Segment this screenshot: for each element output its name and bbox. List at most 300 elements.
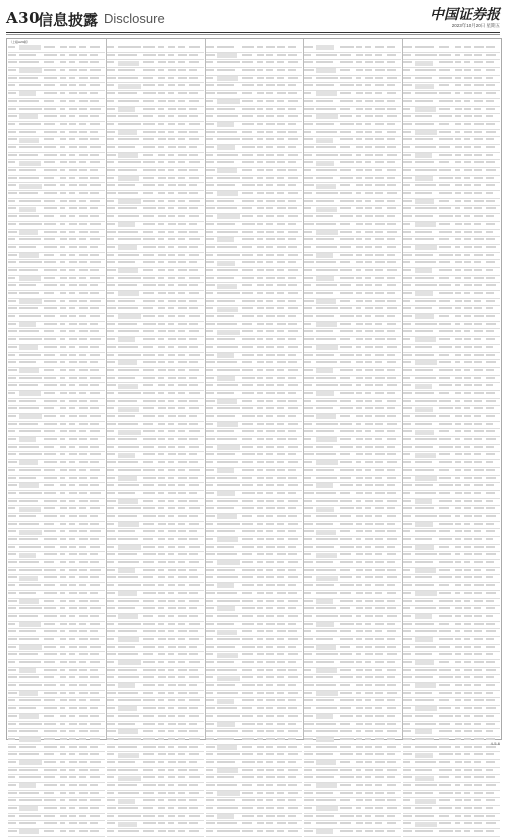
table-cell (189, 469, 199, 471)
table-cell (90, 284, 98, 286)
table-cell (375, 100, 383, 102)
table-cell (474, 254, 483, 256)
table-cell (266, 646, 272, 648)
table-row (206, 199, 303, 207)
table-cell (340, 215, 353, 217)
table-cell (365, 77, 373, 79)
table-cell (242, 346, 253, 348)
table-cell (206, 546, 214, 548)
table-cell (217, 791, 240, 796)
table-cell (118, 637, 139, 642)
table-cell (316, 68, 336, 73)
table-cell (464, 746, 472, 748)
table-row (107, 429, 204, 437)
table-cell (44, 138, 54, 140)
table-cell (60, 415, 65, 417)
table-cell (340, 546, 353, 548)
table-row (403, 752, 500, 760)
table-cell (79, 477, 87, 479)
table-cell (486, 753, 494, 755)
table-row (107, 360, 204, 368)
table-cell (217, 200, 234, 202)
table-cell (79, 623, 86, 625)
table-cell (340, 254, 353, 256)
table-cell (206, 277, 214, 279)
table-cell (439, 269, 452, 271)
table-row (206, 83, 303, 91)
table-cell (79, 830, 88, 832)
table-cell (356, 822, 363, 824)
table-cell (178, 354, 186, 356)
table-cell (206, 569, 215, 571)
table-cell (387, 738, 395, 740)
table-cell (486, 192, 494, 194)
table-cell (375, 161, 384, 163)
table-cell (217, 353, 234, 358)
table-cell (90, 361, 98, 363)
table-cell (19, 391, 40, 396)
table-cell (474, 776, 483, 778)
table-cell (60, 461, 66, 463)
table-cell (206, 100, 214, 102)
table-cell (486, 61, 494, 63)
table-row (403, 552, 500, 560)
table-row (304, 76, 401, 84)
table-cell (217, 346, 238, 348)
table-cell (79, 630, 87, 632)
table-row (304, 668, 401, 676)
table-cell (439, 54, 451, 56)
table-cell (266, 92, 273, 94)
table-cell (486, 576, 494, 578)
table-cell (277, 507, 285, 509)
table-cell (257, 338, 263, 340)
table-row (107, 599, 204, 607)
table-cell (217, 699, 234, 704)
table-cell (158, 361, 164, 363)
table-cell (19, 546, 40, 548)
table-cell (60, 69, 65, 71)
table-cell (387, 100, 395, 102)
table-cell (90, 446, 99, 448)
table-cell (242, 653, 253, 655)
table-cell (375, 684, 384, 686)
table-cell (143, 223, 156, 225)
table-cell (257, 261, 263, 263)
table-cell (69, 423, 75, 425)
table-cell (486, 446, 494, 448)
table-row (403, 268, 500, 276)
table-cell (19, 676, 39, 678)
table-cell (356, 792, 362, 794)
table-cell (44, 300, 56, 302)
table-cell (143, 446, 154, 448)
table-cell (266, 446, 274, 448)
table-cell (79, 315, 86, 317)
table-cell (340, 507, 353, 509)
table-cell (439, 769, 452, 771)
table-cell (474, 169, 482, 171)
table-cell (439, 154, 452, 156)
table-cell (439, 315, 449, 317)
table-cell (69, 430, 76, 432)
table-cell (474, 207, 482, 209)
table-cell (288, 330, 298, 332)
table-cell (19, 261, 42, 263)
table-row (107, 176, 204, 184)
table-cell (158, 446, 165, 448)
table-cell (189, 330, 199, 332)
table-cell (340, 653, 352, 655)
table-cell (60, 200, 67, 202)
table-cell (387, 607, 396, 609)
table-cell (288, 561, 298, 563)
table-cell (464, 138, 470, 140)
table-cell (340, 569, 350, 571)
table-cell (107, 492, 115, 494)
table-cell (439, 400, 451, 402)
table-cell (118, 769, 138, 771)
table-cell (217, 92, 237, 94)
table-cell (304, 738, 313, 740)
table-cell (107, 207, 116, 209)
table-row (107, 83, 204, 91)
table-cell (387, 238, 395, 240)
table-cell (288, 607, 296, 609)
table-cell (356, 84, 362, 86)
table-cell (8, 746, 16, 748)
table-cell (464, 761, 471, 763)
table-cell (403, 669, 411, 671)
table-row (107, 737, 204, 745)
table-cell (439, 192, 452, 194)
table-cell (8, 307, 17, 309)
column-divider (303, 39, 304, 739)
table-cell (304, 576, 312, 578)
table-cell (277, 438, 286, 440)
table-cell (168, 630, 174, 632)
table-cell (143, 807, 153, 809)
table-cell (118, 530, 135, 532)
table-cell (474, 523, 483, 525)
table-cell (79, 77, 88, 79)
table-cell (375, 661, 384, 663)
table-cell (60, 315, 67, 317)
table-cell (206, 177, 214, 179)
table-cell (206, 646, 215, 648)
table-cell (206, 54, 215, 56)
table-cell (365, 407, 373, 409)
table-cell (79, 461, 88, 463)
table-cell (455, 523, 461, 525)
table-cell (387, 523, 395, 525)
table-cell (8, 615, 17, 617)
table-row (304, 798, 401, 806)
table-row (8, 60, 105, 68)
table-cell (387, 569, 396, 571)
table-cell (340, 607, 350, 609)
table-cell (455, 415, 462, 417)
table-cell (486, 469, 495, 471)
table-cell (474, 646, 481, 648)
table-cell (365, 261, 372, 263)
table-cell (44, 676, 54, 678)
table-cell (474, 592, 482, 594)
table-cell (168, 231, 175, 233)
table-cell (288, 515, 297, 517)
table-cell (464, 530, 471, 532)
table-cell (189, 830, 199, 832)
table-cell (217, 530, 235, 532)
table-cell (206, 123, 214, 125)
table-cell (288, 423, 298, 425)
table-cell (455, 192, 461, 194)
table-row (107, 276, 204, 284)
table-cell (277, 769, 284, 771)
table-cell (107, 200, 115, 202)
table-cell (266, 184, 272, 186)
table-cell (19, 815, 40, 817)
table-cell (118, 676, 139, 678)
table-cell (375, 338, 384, 340)
table-cell (206, 346, 213, 348)
table-cell (178, 484, 185, 486)
table-row (304, 376, 401, 384)
table-cell (60, 776, 67, 778)
table-cell (79, 776, 86, 778)
table-cell (486, 377, 496, 379)
table-cell (403, 46, 412, 48)
table-cell (316, 684, 336, 686)
table-row (107, 153, 204, 161)
table-row (8, 591, 105, 599)
table-cell (316, 584, 334, 586)
table-cell (340, 369, 353, 371)
table-cell (107, 384, 116, 386)
table-cell (107, 653, 116, 655)
table-cell (242, 676, 254, 678)
table-cell (217, 569, 235, 571)
table-cell (107, 46, 115, 48)
table-cell (455, 392, 462, 394)
table-cell (356, 746, 363, 748)
table-cell (79, 161, 86, 163)
table-cell (257, 453, 263, 455)
table-cell (206, 84, 214, 86)
table-row (304, 737, 401, 745)
table-cell (365, 192, 373, 194)
table-cell (189, 184, 197, 186)
table-cell (288, 169, 297, 171)
table-cell (189, 576, 198, 578)
table-cell (415, 291, 433, 296)
table-cell (8, 477, 16, 479)
table-cell (107, 500, 116, 502)
table-cell (474, 676, 483, 678)
table-row (403, 568, 500, 576)
table-row (304, 514, 401, 522)
table-cell (266, 307, 273, 309)
table-cell (486, 200, 495, 202)
table-row (206, 575, 303, 583)
table-cell (242, 753, 254, 755)
table-cell (217, 461, 238, 463)
table-cell (107, 799, 115, 801)
table-cell (304, 54, 311, 56)
table-cell (340, 100, 353, 102)
table-cell (19, 453, 42, 455)
table-cell (242, 699, 255, 701)
table-cell (19, 515, 36, 517)
table-cell (44, 284, 57, 286)
table-cell (158, 407, 165, 409)
table-cell (266, 407, 274, 409)
table-cell (455, 254, 461, 256)
table-cell (118, 522, 139, 527)
table-row (206, 291, 303, 299)
table-cell (266, 246, 273, 248)
table-row (206, 376, 303, 384)
table-cell (44, 538, 57, 540)
table-cell (356, 330, 362, 332)
table-row (107, 345, 204, 353)
table-cell (486, 661, 495, 663)
table-cell (277, 184, 286, 186)
table-cell (257, 169, 264, 171)
table-cell (365, 146, 372, 148)
table-cell (217, 399, 237, 404)
table-cell (474, 131, 482, 133)
table-cell (8, 154, 17, 156)
table-cell (178, 784, 187, 786)
table-cell (439, 799, 450, 801)
table-row (304, 360, 401, 368)
table-cell (356, 261, 363, 263)
table-cell (486, 822, 496, 824)
table-row (107, 268, 204, 276)
table-cell (257, 576, 264, 578)
table-cell (217, 523, 240, 525)
table-cell (486, 638, 494, 640)
table-cell (340, 323, 351, 325)
table-row (304, 460, 401, 468)
table-cell (316, 146, 336, 148)
table-cell (19, 345, 37, 350)
table-cell (266, 576, 273, 578)
table-row (403, 460, 500, 468)
table-cell (375, 192, 383, 194)
table-cell (365, 307, 373, 309)
table-cell (415, 176, 433, 181)
table-row (403, 391, 500, 399)
table-cell (277, 784, 286, 786)
table-cell (464, 546, 471, 548)
table-cell (107, 377, 115, 379)
table-cell (143, 84, 155, 86)
table-cell (143, 584, 155, 586)
table-cell (118, 400, 136, 402)
table-cell (118, 384, 138, 389)
table-cell (158, 569, 164, 571)
table-cell (168, 753, 175, 755)
table-cell (206, 238, 214, 240)
table-cell (356, 523, 362, 525)
table-row (206, 99, 303, 107)
table-row (403, 775, 500, 783)
table-cell (242, 284, 252, 286)
table-cell (158, 131, 164, 133)
table-cell (415, 784, 438, 786)
table-cell (415, 553, 438, 555)
table-cell (340, 769, 352, 771)
table-cell (288, 300, 296, 302)
table-cell (387, 630, 397, 632)
table-cell (266, 630, 273, 632)
table-cell (158, 415, 164, 417)
table-cell (415, 584, 435, 586)
table-cell (242, 377, 255, 379)
table-cell (415, 169, 438, 171)
table-row (107, 491, 204, 499)
table-row (107, 668, 204, 676)
table-cell (60, 761, 65, 763)
table-row (304, 437, 401, 445)
table-cell (277, 108, 286, 110)
table-cell (19, 638, 39, 640)
table-row (107, 783, 204, 791)
table-cell (288, 492, 296, 494)
table-cell (387, 423, 397, 425)
table-cell (288, 738, 296, 740)
table-cell (79, 446, 88, 448)
table-cell (44, 784, 57, 786)
table-cell (79, 438, 87, 440)
table-cell (316, 737, 334, 742)
table-cell (242, 792, 254, 794)
table-cell (8, 438, 16, 440)
table-cell (60, 576, 66, 578)
table-cell (403, 592, 411, 594)
table-cell (60, 407, 67, 409)
table-cell (19, 414, 42, 419)
table-cell (474, 315, 483, 317)
table-cell (143, 61, 154, 63)
table-row (403, 160, 500, 168)
table-row (8, 314, 105, 322)
table-cell (206, 292, 214, 294)
table-cell (304, 269, 312, 271)
table-cell (375, 277, 384, 279)
table-cell (178, 492, 186, 494)
table-cell (60, 723, 65, 725)
table-cell (79, 277, 86, 279)
table-row (107, 452, 204, 460)
table-cell (266, 623, 274, 625)
table-cell (206, 338, 215, 340)
table-cell (158, 100, 165, 102)
table-cell (44, 215, 54, 217)
table-cell (304, 131, 311, 133)
table-cell (60, 492, 65, 494)
table-cell (288, 277, 296, 279)
table-cell (365, 661, 371, 663)
table-cell (178, 607, 186, 609)
table-row (206, 429, 303, 437)
table-row (8, 414, 105, 422)
table-cell (8, 54, 16, 56)
table-cell (365, 715, 373, 717)
table-cell (118, 484, 139, 486)
